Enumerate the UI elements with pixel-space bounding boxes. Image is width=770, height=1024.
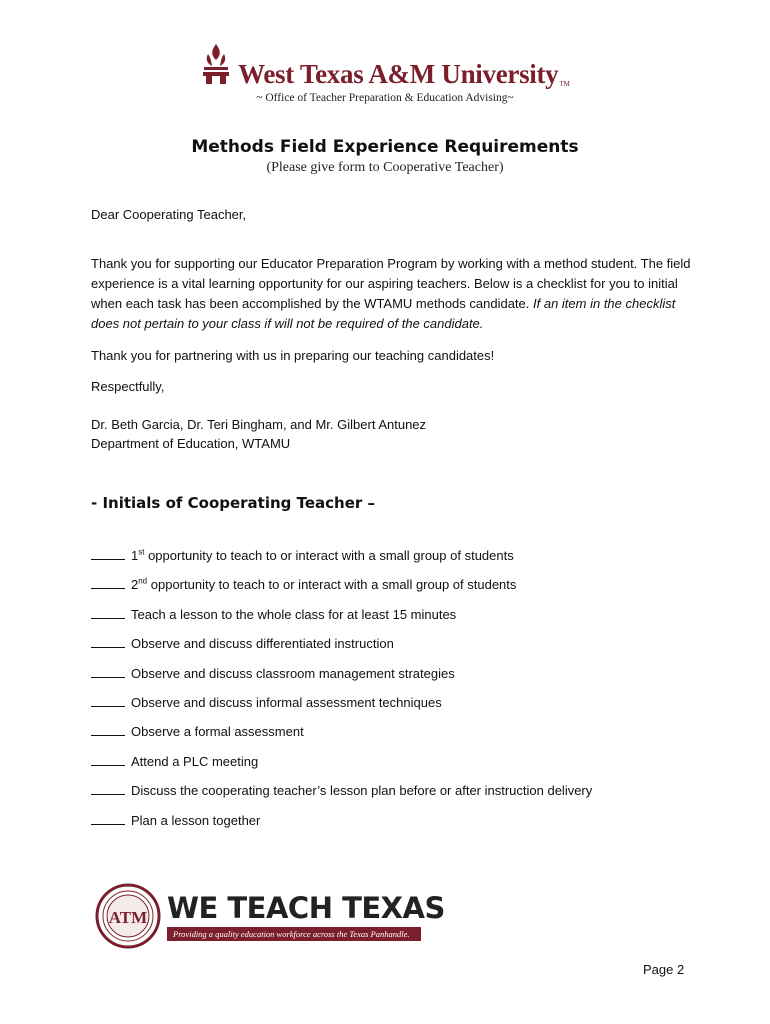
checklist-item-text: [131, 811, 260, 831]
checklist-item: [91, 575, 711, 604]
checklist-item: [91, 605, 711, 634]
checklist-item: [91, 546, 711, 575]
intro-paragraph: [91, 254, 691, 334]
item-description: opportunity to teach to or interact with a small group of students: [147, 577, 517, 593]
office-line: ~ Office of Teacher Preparation & Education Advising~: [256, 92, 514, 104]
initials-blank[interactable]: [91, 722, 125, 736]
checklist-item: [91, 634, 711, 663]
item-description: Teach a lesson to the whole class for at least 15 minutes: [131, 606, 457, 622]
item-description: Attend a PLC meeting: [131, 753, 259, 769]
item-description: Observe and discuss informal assessment techniques: [131, 694, 442, 710]
item-description: Observe and discuss differentiated instruction: [131, 636, 394, 652]
initials-blank[interactable]: [91, 781, 125, 795]
item-description: Observe and discuss classroom management strategies: [131, 665, 455, 681]
university-logo: [0, 42, 770, 88]
checklist-item-text: [131, 752, 258, 772]
checklist-item: [91, 664, 711, 693]
ordinal-number: 2: [131, 577, 139, 593]
checklist-item: [91, 722, 711, 751]
checklist-item: [91, 752, 711, 781]
initials-blank[interactable]: [91, 752, 125, 766]
thanks-paragraph: Thank you for partnering with us in preparing our teaching candidates!: [91, 348, 495, 363]
checklist-item-text: [131, 781, 592, 801]
ordinal-suffix: st: [138, 547, 145, 557]
item-description: Observe a formal assessment: [131, 724, 304, 740]
program-tagline: Providing a quality education workforce across the Texas Panhandle.: [167, 927, 421, 941]
ordinal-suffix: nd: [138, 577, 148, 587]
page-number: Page 2: [643, 962, 685, 977]
closing: Respectfully,: [91, 379, 165, 394]
intro-italic-note: If an item in the checklist does not pertain to your class if will not be required of the candidate.: [91, 296, 676, 331]
checklist-item: [91, 811, 711, 840]
initials-blank[interactable]: [91, 664, 125, 678]
document-title: Methods Field Experience Requirements: [191, 137, 579, 157]
trademark-mark: TM: [559, 80, 570, 88]
checklist-item-text: [131, 546, 514, 566]
initials-blank[interactable]: [91, 605, 125, 619]
item-description: opportunity to teach to or interact with a small group of students: [144, 548, 514, 563]
initials-blank[interactable]: [91, 634, 125, 648]
initials-blank[interactable]: [91, 575, 125, 589]
signature-block: [91, 415, 691, 453]
checklist-item-text: [131, 575, 516, 595]
checklist-item: [91, 781, 711, 810]
university-flame-icon: [200, 42, 232, 88]
checklist-item-text: [131, 722, 304, 742]
document-subtitle: (Please give form to Cooperative Teacher): [266, 160, 504, 175]
item-description: Discuss the cooperating teacher’s lesson plan before or after instruction delivery: [131, 783, 593, 799]
checklist-title: - Initials of Cooperating Teacher –: [91, 494, 376, 512]
checklist-item-text: [131, 634, 394, 654]
checklist-item-text: [131, 664, 455, 684]
item-description: Plan a lesson together: [131, 812, 261, 828]
checklist-item: [91, 693, 711, 722]
salutation: Dear Cooperating Teacher,: [91, 207, 247, 222]
initials-blank[interactable]: [91, 546, 125, 560]
checklist-item-text: [131, 693, 442, 713]
checklist-item-text: [131, 605, 456, 625]
atm-seal-icon: [95, 883, 161, 949]
university-name: West Texas A&M University: [238, 59, 559, 89]
svg-text:ATM: ATM: [108, 908, 148, 927]
ordinal-number: 1: [131, 548, 139, 563]
we-teach-texas-logo: [95, 883, 445, 949]
signers: Dr. Beth Garcia, Dr. Teri Bingham, and Mr. Gilbert Antunez: [91, 417, 427, 432]
intro-text: Thank you for supporting our Educator Preparation Program by working with a method student. The field experience is a vital learning opportunity for our aspiring teachers. Below is a checklist for you to initial when each task has been accomplished by the WTAMU methods candidate.: [91, 256, 691, 311]
initials-blank[interactable]: [91, 811, 125, 825]
program-name: WE TEACH TEXAS: [167, 891, 445, 925]
department: Department of Education, WTAMU: [91, 436, 291, 451]
initials-blank[interactable]: [91, 693, 125, 707]
checklist: [91, 546, 711, 840]
